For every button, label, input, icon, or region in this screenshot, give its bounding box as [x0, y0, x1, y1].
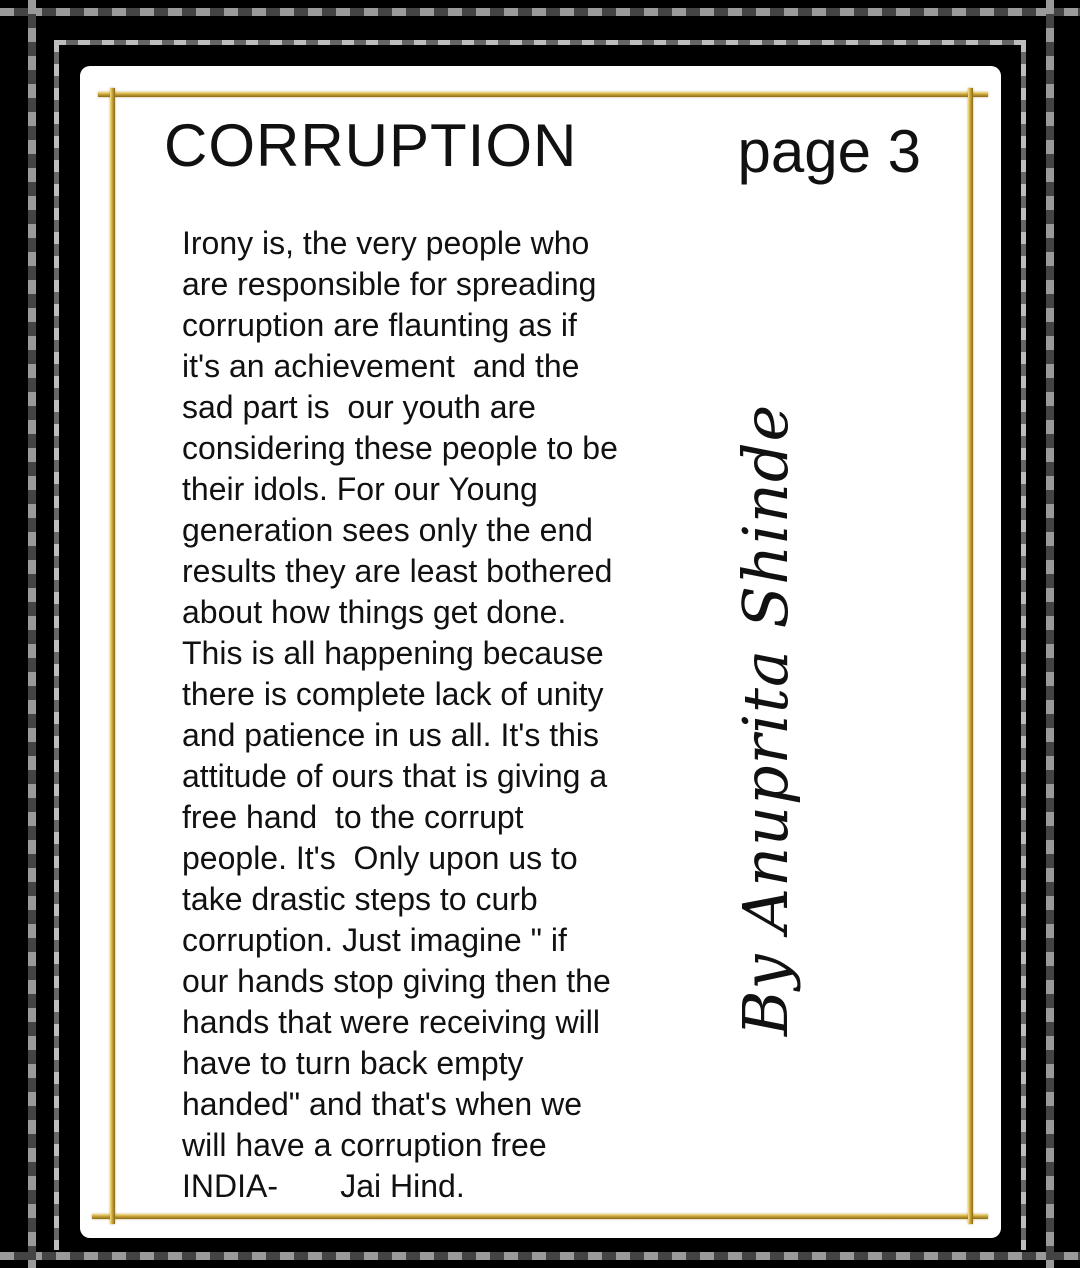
gold-border-top [98, 92, 988, 97]
gold-border-right [968, 88, 973, 1224]
body-line: about how things get done. [182, 594, 567, 630]
page-title: CORRUPTION [164, 112, 578, 179]
body-line: results they are least bothered [182, 553, 613, 589]
frame-stripe-left [28, 0, 36, 1268]
body-line: hands that were receiving will [182, 1004, 600, 1040]
body-line: people. It's Only upon us to [182, 840, 578, 876]
frame-stripe-right [1046, 0, 1054, 1268]
frame-inner-stripe-right [1021, 40, 1026, 1250]
body-line: handed" and that's when we [182, 1086, 582, 1122]
author-signature: By Anuprita Shinde [729, 403, 802, 1036]
body-line: corruption are flaunting as if [182, 307, 577, 343]
body-line: will have a corruption free [182, 1127, 547, 1163]
body-line: free hand to the corrupt [182, 799, 524, 835]
frame-stripe-bottom [0, 1252, 1080, 1260]
body-line: corruption. Just imagine " if [182, 922, 567, 958]
body-line: generation sees only the end [182, 512, 593, 548]
body-text [182, 223, 702, 1207]
body-line: have to turn back empty [182, 1045, 524, 1081]
frame-inner-stripe-left [54, 40, 59, 1250]
body-line: are responsible for spreading [182, 266, 597, 302]
body-line: INDIA- Jai Hind. [182, 1168, 465, 1204]
document-card [80, 66, 1001, 1238]
frame-inner-stripe-top [54, 40, 1026, 45]
body-line: attitude of ours that is giving a [182, 758, 608, 794]
frame-stripe-top [0, 8, 1080, 16]
body-line: their idols. For our Young [182, 471, 538, 507]
body-line: Irony is, the very people who [182, 225, 590, 261]
body-line: take drastic steps to curb [182, 881, 538, 917]
body-line: there is complete lack of unity [182, 676, 604, 712]
body-line: considering these people to be [182, 430, 618, 466]
body-line: it's an achievement and the [182, 348, 580, 384]
body-line: our hands stop giving then the [182, 963, 611, 999]
body-line: and patience in us all. It's this [182, 717, 600, 753]
gold-border-left [110, 88, 115, 1224]
body-line: This is all happening because [182, 635, 604, 671]
body-line: sad part is our youth are [182, 389, 536, 425]
gold-border-bottom [92, 1214, 988, 1219]
page-number: page 3 [737, 118, 921, 185]
